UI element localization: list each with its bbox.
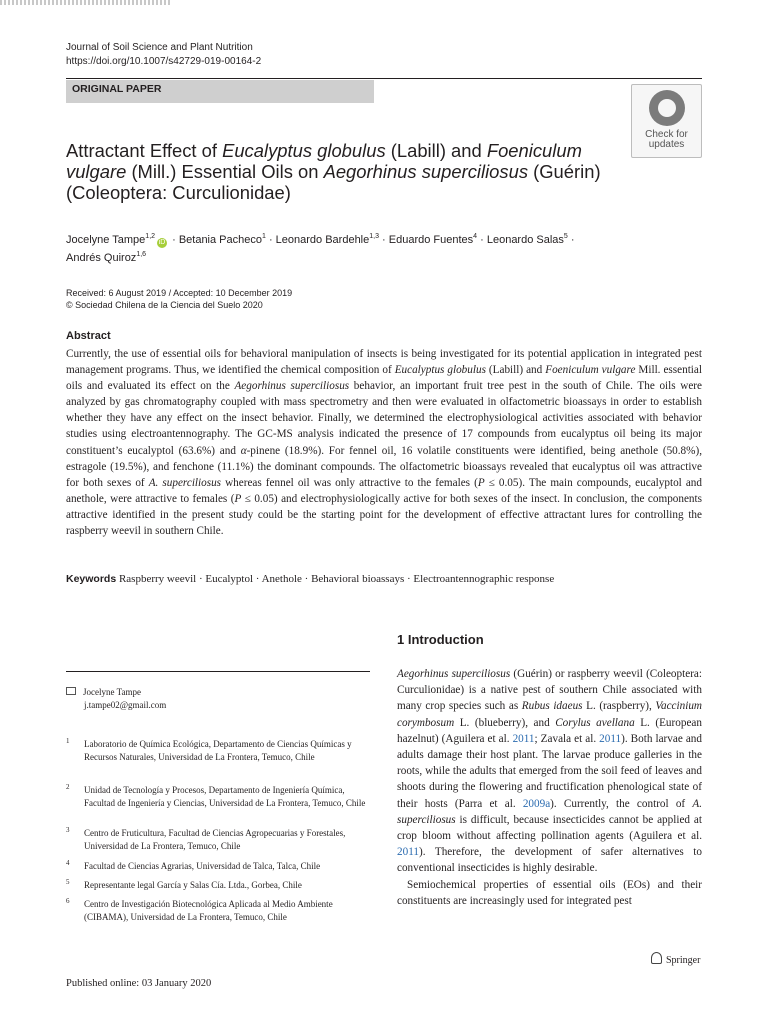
article-type-banner: ORIGINAL PAPER bbox=[66, 80, 374, 103]
affiliation: 6 Centro de Investigación Biotecnológica Aplicada al Medio Ambiente (CIBAMA), Universidad de La Frontera, Temuco, Chile bbox=[66, 897, 333, 922]
abstract-body: Currently, the use of essential oils for behavioral manipulation of insects is being investigated for its potential application in integrated pest management programs. Thus, we identified the chemical composition of Eucalyptus globulus (Labill) and Foeniculum vulgare Mill. essential oils and evaluated its effect on the Aegorhinus superciliosus behavior, an important fruit tree pest in the south of Chile. The oils were analyzed by gas chromatography coupled with mass spectrometry and then were evaluated in olfactometric bioassays in order to establish whether they have any effect on the insect behavior. Finally, we determined the electrophysiological activities associated with behavior studies using electroantennography. The GC-MS analysis indicated the presence of 17 compounds from eucalyptus oil being its major constituent’s eucalyptol (63.6%) and α-pinene (18.9%). For fennel oil, 16 volatile constituents were identified, being anethole (50.8%), estragole (19.5%), and fenchone (11.1%) the dominant compounds. The olfactometric bioassays revealed that eucalyptus oil was attractive for both sexes of A. superciliosus whereas fennel oil was only attractive to the females (P ≤ 0.05). The main compounds, eucalyptol and anethole, were attractive to females (P ≤ 0.05) and electrophysiologically active for both sexes of the insect. In conclusion, the components attractive identified in the present study could be the starting point for the development of effective attractant lures for controlling the raspberry weevil in southern Chile. bbox=[66, 348, 702, 538]
citation-link[interactable]: 2009a bbox=[522, 797, 551, 810]
journal-header bbox=[66, 41, 261, 69]
publisher-name: Springer bbox=[666, 955, 701, 966]
article-dates bbox=[66, 287, 292, 311]
section-heading-introduction: 1 Introduction bbox=[397, 632, 484, 647]
corresponding-author: Jocelyne Tampe bbox=[83, 687, 141, 697]
article-title: Attractant Effect of Eucalyptus globulus (Labill) and Foeniculum vulgare (Mill.) Essential Oils on Aegorhinus superciliosus (Guérin) (Coleoptera: Curculionidae) bbox=[66, 140, 601, 203]
keywords-label: Keywords bbox=[66, 573, 117, 585]
check-updates-icon bbox=[649, 90, 685, 126]
author-name: Jocelyne Tampe bbox=[66, 234, 146, 246]
affiliation: 2 Unidad de Tecnología y Procesos, Departamento de Ingeniería Química, Facultad de Ingeniería y Ciencias, Universidad de La Frontera, Temuco, Chile bbox=[66, 783, 366, 808]
author-name: Andrés Quiroz bbox=[66, 252, 137, 264]
journal-name: Journal of Soil Science and Plant Nutrition bbox=[66, 42, 253, 53]
scan-strip bbox=[0, 0, 170, 5]
author-list: Jocelyne Tampe$^{1,2}$iD · Betania Pacheco$^1$ · Leonardo Bardehle$^{1,3}$ · Eduardo Fuentes$^4$ · Leonardo Salas$^5$ · Andrés Quiroz$^{1,6}$ bbox=[66, 233, 575, 264]
check-updates-line2: updates bbox=[648, 139, 685, 150]
footnote-rule bbox=[66, 671, 370, 672]
affiliation: 5 Representante legal García y Salas Cía. Ltda., Gorbea, Chile bbox=[66, 878, 302, 890]
affiliation: 1 Laboratorio de Química Ecológica, Departamento de Ciencias Químicas y Recursos Naturales, Universidad de La Frontera, Temuco, Chile bbox=[66, 737, 352, 762]
publisher-logo bbox=[651, 952, 700, 966]
citation-link[interactable]: 2011 bbox=[397, 846, 419, 859]
introduction-body bbox=[397, 666, 702, 909]
affiliation: 4 Facultad de Ciencias Agrarias, Universidad de Talca, Talca, Chile bbox=[66, 859, 321, 871]
check-updates-line1: Check for bbox=[645, 129, 688, 140]
check-for-updates-badge[interactable] bbox=[631, 84, 702, 158]
abstract-heading: Abstract bbox=[66, 330, 111, 342]
copyright-line: © Sociedad Chilena de la Ciencia del Suelo 2020 bbox=[66, 300, 263, 310]
header-rule bbox=[66, 78, 702, 79]
citation-link[interactable]: 2011 bbox=[512, 732, 535, 745]
received-accepted: Received: 6 August 2019 / Accepted: 10 December 2019 bbox=[66, 288, 293, 298]
affiliation: 3 Centro de Fruticultura, Facultad de Ciencias Agropecuarias y Forestales, Universidad de La Frontera, Temuco, Chile bbox=[66, 826, 346, 851]
intro-paragraph: Aegorhinus superciliosus (Guérin) or raspberry weevil (Coleoptera: Curculionidae) is a native pest of southern Chile associated with many crop species such as Rubus idaeus L. (raspberry), Vaccinium corymbosum L. (blueberry), and Corylus avellana L. (European hazelnut) (Aguilera et al. 2011; Zavala et al. 2011). Both larvae and adults damage their host plant. The larvae produce galleries in the roots, while the adults that emerged from the soil feed of leaves and shoots during the flowering and fructification phenological state of their hosts (Parra et al. 2009a). Currently, the control of A. superciliosus is difficult, because insecticides cannot be applied at crop bloom without affecting pollination agents (Aguilera et al. 2011). Therefore, the development of safer alternatives to conventional insecticides is highly desirable. bbox=[397, 668, 702, 875]
author-name: Leonardo Salas bbox=[486, 234, 564, 246]
keywords-text: Raspberry weevil · Eucalyptol · Anethole · Behavioral bioassays · Electroantennographic response bbox=[118, 573, 555, 585]
author-name: Betania Pacheco bbox=[178, 234, 262, 246]
correspondence bbox=[66, 686, 166, 712]
published-online: Published online: 03 January 2020 bbox=[66, 978, 212, 989]
orcid-icon[interactable]: iD bbox=[158, 239, 166, 246]
citation-link[interactable]: 2011 bbox=[599, 732, 622, 745]
envelope-icon bbox=[66, 687, 76, 695]
author-name: Eduardo Fuentes bbox=[388, 234, 474, 246]
journal-doi[interactable]: https://doi.org/10.1007/s42729-019-00164-2 bbox=[66, 56, 262, 67]
intro-paragraph: Semiochemical properties of essential oils (EOs) and their constituents are increasingly used for integrated pest bbox=[397, 878, 702, 907]
keywords bbox=[66, 572, 702, 586]
springer-horse-icon bbox=[651, 952, 662, 964]
corresponding-email[interactable]: j.tampe02@gmail.com bbox=[84, 700, 167, 710]
author-name: Leonardo Bardehle bbox=[275, 234, 370, 246]
